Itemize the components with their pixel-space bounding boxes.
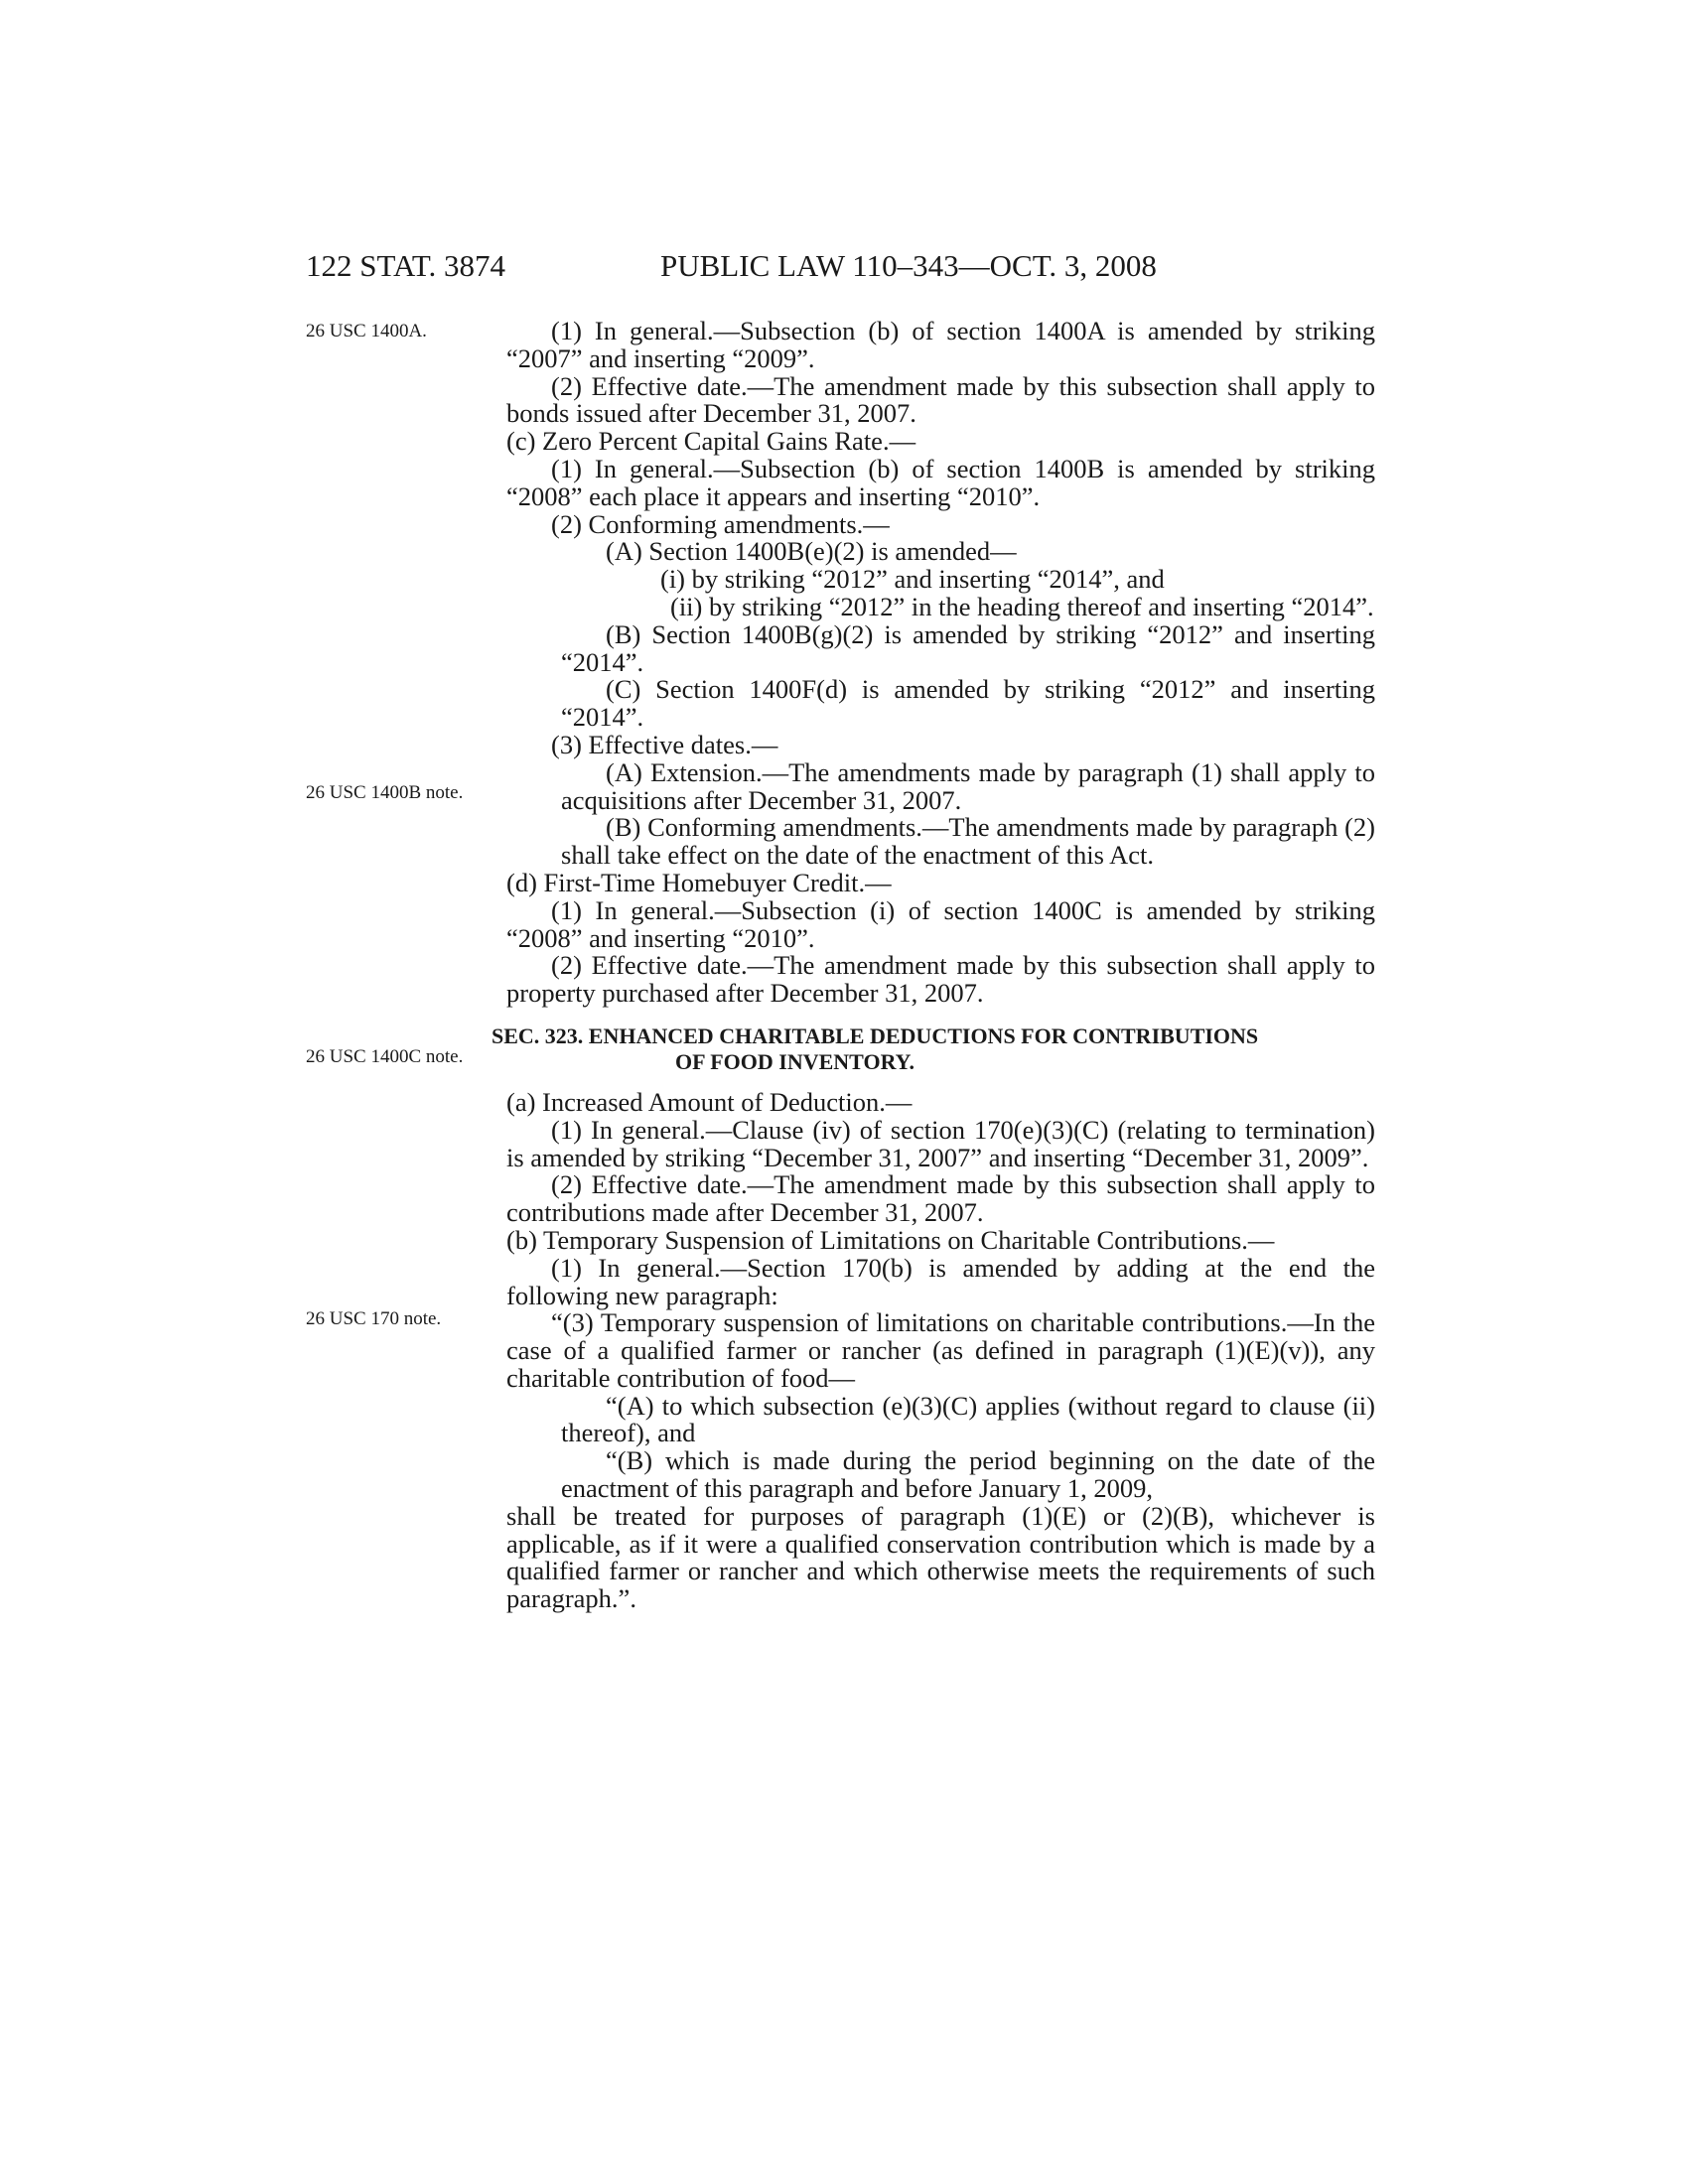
paragraph-c3b: (B) Conforming amendments.—The amendments made by paragraph (2) shall take effect on the date of the enactment of this Act. <box>561 812 1375 871</box>
paragraph-c2a-i: (i) by striking “2012” and inserting “2014”, and <box>660 564 1165 595</box>
subsection-d-heading: (d) First-Time Homebuyer Credit.— <box>506 867 892 897</box>
subsection-c-heading: (c) Zero Percent Capital Gains Rate.— <box>506 426 916 457</box>
margin-note-170: 26 USC 170 note. <box>306 1308 442 1329</box>
law-title: PUBLIC LAW 110–343—OCT. 3, 2008 <box>660 248 1157 283</box>
section-323-heading <box>492 1024 1375 1075</box>
paragraph-c1: (1) In general.—Subsection (b) of section 1400B is amended by striking “2008” each place it appears and inserting “2010”. <box>506 453 1375 511</box>
document-body <box>492 316 1375 1614</box>
paragraph-d2: (2) Effective date.—The amendment made by this subsection shall apply to property purchased after December 31, 2007. <box>506 950 1375 1009</box>
section-heading-line-2: OF FOOD INVENTORY. <box>675 1048 915 1074</box>
section-heading-line-1: SEC. 323. ENHANCED CHARITABLE DEDUCTIONS FOR CONTRIBUTIONS <box>492 1023 1259 1048</box>
margin-note-1400a: 26 USC 1400A. <box>306 321 427 341</box>
paragraph-c3a: (A) Extension.—The amendments made by paragraph (1) shall apply to acquisitions after December 31, 2007. <box>561 756 1375 815</box>
paragraph-b2-1: (1) In general.—Section 170(b) is amended by adding at the end the following new paragraph: <box>506 1252 1375 1310</box>
paragraph-c2a: (A) Section 1400B(e)(2) is amended— <box>606 536 1017 567</box>
paragraph-c3: (3) Effective dates.— <box>551 729 778 759</box>
stat-reference: 122 STAT. 3874 <box>306 248 506 283</box>
margin-note-1400c: 26 USC 1400C note. <box>306 1046 464 1067</box>
page-header <box>0 248 1688 288</box>
quoted-paragraph-3: “(3) Temporary suspension of limitations on charitable contributions.—In the case of a qualified farmer or rancher (as defined in paragraph (1)(E)(v)), any charitable contribution of food— <box>506 1307 1375 1393</box>
paragraph-a2: (2) Effective date.—The amendment made by this subsection shall apply to contributions made after December 31, 2007. <box>506 1169 1375 1228</box>
paragraph-c2a-ii: (ii) by striking “2012” in the heading thereof and inserting “2014”. <box>670 591 1374 621</box>
paragraph-c2c: (C) Section 1400F(d) is amended by striking “2012” and inserting “2014”. <box>561 674 1375 733</box>
paragraph-c2b: (B) Section 1400B(g)(2) is amended by striking “2012” and inserting “2014”. <box>561 618 1375 677</box>
paragraph-b1: (1) In general.—Subsection (b) of section 1400A is amended by striking “2007” and inserting “2009”. <box>506 316 1375 373</box>
paragraph-d1: (1) In general.—Subsection (i) of section 1400C is amended by striking “2008” and inserting “2010”. <box>506 894 1375 953</box>
subsection-a-heading: (a) Increased Amount of Deduction.— <box>506 1086 913 1117</box>
quoted-subparagraph-b: “(B) which is made during the period beginning on the date of the enactment of this paragraph and before January 1, 2009, <box>561 1445 1375 1504</box>
paragraph-b2: (2) Effective date.—The amendment made by this subsection shall apply to bonds issued after December 31, 2007. <box>506 370 1375 429</box>
quoted-flush-text: shall be treated for purposes of paragraph (1)(E) or (2)(B), whichever is applicable, as if it were a qualified conservation contribution which is made by a qualified farmer or rancher and which otherwise meets the requirements of such paragraph.”. <box>506 1500 1375 1614</box>
paragraph-a1: (1) In general.—Clause (iv) of section 170(e)(3)(C) (relating to termination) is amended by striking “December 31, 2007” and inserting “December 31, 2009”. <box>506 1114 1375 1172</box>
subsection-b-heading: (b) Temporary Suspension of Limitations on Charitable Contributions.— <box>506 1224 1275 1255</box>
paragraph-c2: (2) Conforming amendments.— <box>551 508 890 539</box>
margin-note-1400b: 26 USC 1400B note. <box>306 782 464 803</box>
quoted-subparagraph-a: “(A) to which subsection (e)(3)(C) applies (without regard to clause (ii) thereof), and <box>561 1390 1375 1448</box>
